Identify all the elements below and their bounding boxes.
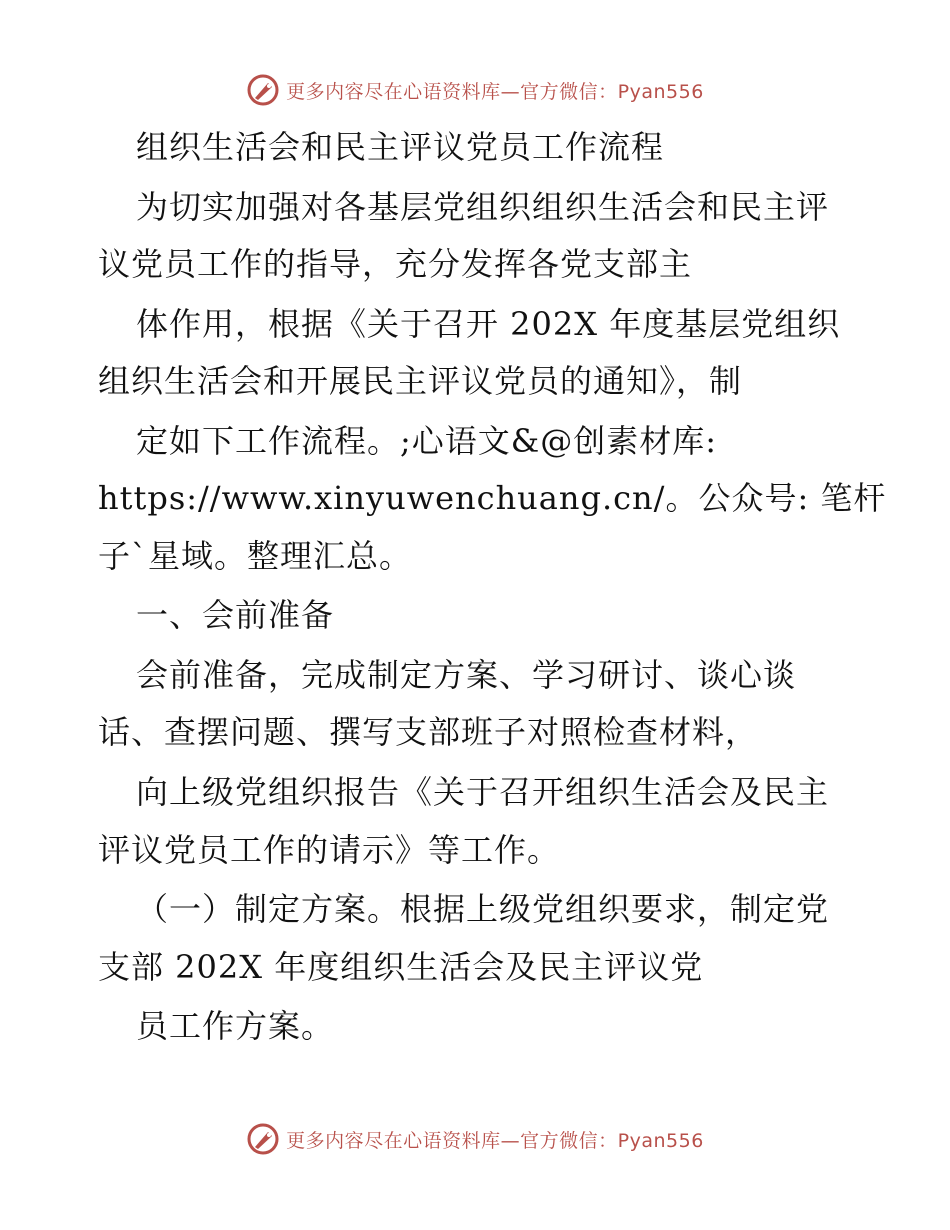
paragraph-line: 子`星域。整理汇总。 xyxy=(98,537,413,575)
paragraph-line: 议党员工作的指导，充分发挥各党支部主 xyxy=(98,245,693,283)
paragraph-line: 体作用，根据《关于召开 202X 年度基层党组织 xyxy=(136,305,841,343)
footer-watermark xyxy=(0,1119,950,1159)
section-heading: 一、会前准备 xyxy=(136,596,335,634)
paragraph-line: 评议党员工作的请示》等工作。 xyxy=(98,831,561,869)
paragraph-line: 话、查摆问题、撰写支部班子对照检查材料， xyxy=(98,713,759,751)
document-title: 组织生活会和民主评议党员工作流程 xyxy=(136,128,665,166)
pen-nib-logo-icon xyxy=(246,73,280,107)
paragraph-line: 定如下工作流程。;心语文&@创素材库: xyxy=(136,422,718,460)
paragraph-line: 会前准备，完成制定方案、学习研讨、谈心谈 xyxy=(136,656,797,694)
paragraph-line: 支部 202X 年度组织生活会及民主评议党 xyxy=(98,948,704,986)
header-watermark xyxy=(0,70,950,110)
subsection-line: （一）制定方案。根据上级党组织要求，制定党 xyxy=(136,890,830,928)
pen-nib-logo-icon xyxy=(246,1122,280,1156)
paragraph-line: 为切实加强对各基层党组织组织生活会和民主评 xyxy=(136,188,830,226)
watermark-text: 更多内容尽在心语资料库—官方微信：Pyan556 xyxy=(286,80,704,103)
paragraph-line: 组织生活会和开展民主评议党员的通知》，制 xyxy=(98,362,743,400)
watermark-text: 更多内容尽在心语资料库—官方微信：Pyan556 xyxy=(286,1129,704,1152)
paragraph-line: 员工作方案。 xyxy=(136,1007,335,1045)
paragraph-line: 向上级党组织报告《关于召开组织生活会及民主 xyxy=(136,773,830,811)
paragraph-line-url: https://www.xinyuwenchuang.cn/。公众号: 笔杆 xyxy=(98,479,887,517)
